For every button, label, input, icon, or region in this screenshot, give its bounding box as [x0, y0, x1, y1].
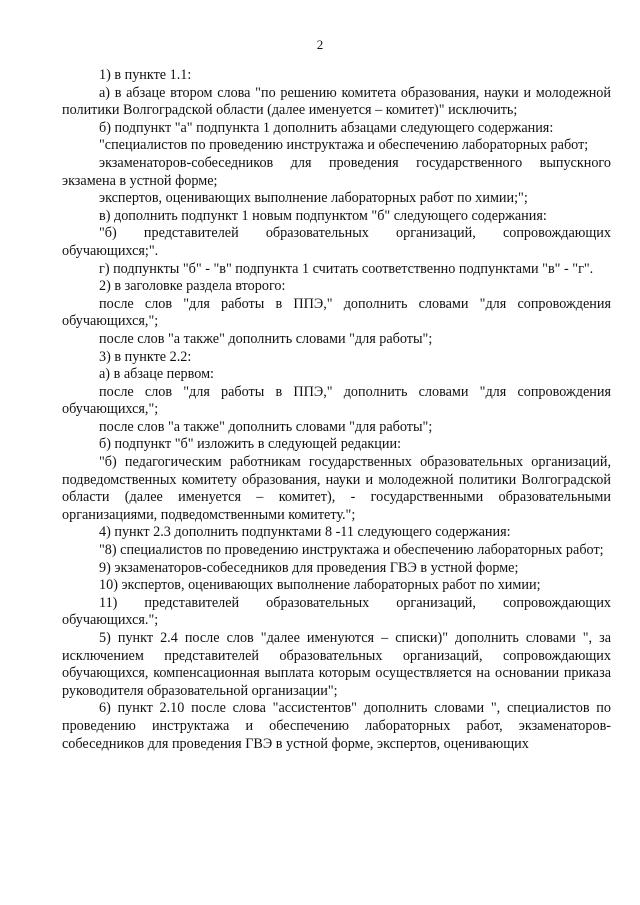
- paragraph: 6) пункт 2.10 после слова "ассистентов" дополнить словами ", специалистов по проведению инструктажа и обеспечению лабораторных работ, экзаменаторов-собеседников для проведения ГВЭ в устной форме, экспертов, оценивающих: [62, 700, 611, 752]
- document-body: [62, 67, 611, 753]
- paragraph: "б) представителей образовательных организаций, сопровождающих обучающихся;".: [62, 225, 611, 259]
- paragraph: "специалистов по проведению инструктажа и обеспечению лабораторных работ;: [99, 137, 589, 154]
- paragraph: после слов "а также" дополнить словами "для работы";: [99, 330, 433, 347]
- paragraph: 9) экзаменаторов-собеседников для проведения ГВЭ в устной форме;: [99, 559, 519, 576]
- paragraph: а) в абзаце втором слова "по решению комитета образования, науки и молодежной политики Волгоградской области (далее именуется – комитет)" исключить;: [62, 84, 611, 119]
- paragraph: 3) в пункте 2.2:: [99, 348, 192, 365]
- paragraph: 1) в пункте 1.1:: [99, 67, 192, 83]
- paragraph: 10) экспертов, оценивающих выполнение лабораторных работ по химии;: [99, 577, 541, 594]
- paragraph: 5) пункт 2.4 после слов "далее именуются – списки)" дополнить словами ", за исключением представителей образовательных организаций, сопровождающих обучающихся, компенсационная выплата которым осуществляется на основании приказа руководителя образовательной организации";: [62, 630, 611, 699]
- paragraph: г) подпункты "б" - "в" подпункта 1 считать соответственно подпунктами "в" - "г".: [99, 260, 594, 277]
- paragraph: в) дополнить подпункт 1 новым подпунктом "б" следующего содержания:: [99, 207, 547, 224]
- paragraph: "б) педагогическим работникам государственных образовательных организаций, подведомственных комитету образования, науки и молодежной политики Волгоградской области (далее именуется – комитет), - государственными образовательными организациями, подведомственными комитету.";: [62, 454, 611, 523]
- paragraph: б) подпункт "б" изложить в следующей редакции:: [99, 436, 402, 453]
- paragraph: 11) представителей образовательных организаций, сопровождающих обучающихся.";: [62, 594, 611, 629]
- paragraph: а) в абзаце первом:: [99, 366, 214, 383]
- paragraph: после слов "для работы в ППЭ," дополнить словами "для сопровождения обучающихся,";: [62, 383, 611, 418]
- paragraph: экзаменаторов-собеседников для проведения государственного выпускного экзамена в устной форме;: [62, 154, 611, 189]
- paragraph: б) подпункт "а" подпункта 1 дополнить абзацами следующего содержания:: [99, 119, 554, 136]
- paragraph: экспертов, оценивающих выполнение лабораторных работ по химии;";: [99, 190, 528, 207]
- paragraph: после слов "а также" дополнить словами "для работы";: [99, 418, 433, 435]
- paragraph: после слов "для работы в ППЭ," дополнить словами "для сопровождения обучающихся,";: [62, 295, 611, 330]
- paragraph: 4) пункт 2.3 дополнить подпунктами 8 -11 следующего содержания:: [99, 524, 511, 541]
- paragraph: "8) специалистов по проведению инструктажа и обеспечению лабораторных работ;: [99, 542, 604, 559]
- page-number: 2: [316, 37, 324, 52]
- paragraph: 2) в заголовке раздела второго:: [99, 278, 286, 295]
